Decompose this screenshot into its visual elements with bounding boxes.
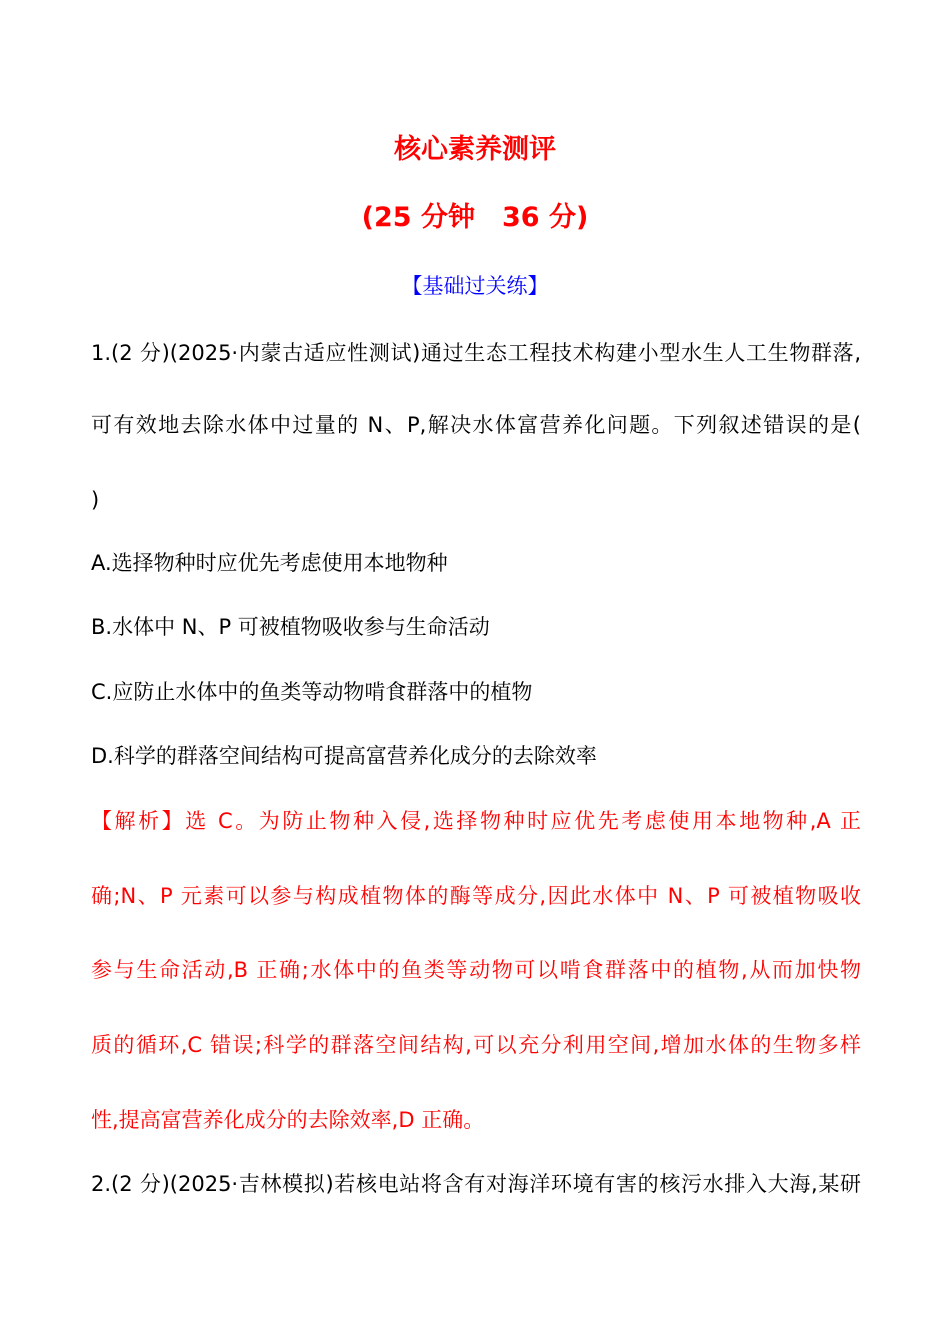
question-1-stem-line-1: 1.(2 分)(2025·内蒙古适应性测试)通过生态工程技术构建小型水生人工生物群落, [91,341,861,365]
section-heading: 【基础过关练】 [401,274,549,298]
question-1-option-c: C.应防止水体中的鱼类等动物啃食群落中的植物 [91,680,533,704]
analysis-line-2: 确;N、P 元素可以参与构成植物体的酶等成分,因此水体中 N、P 可被植物吸收 [91,884,861,908]
analysis-line-1: 【解析】选 C。为防止物种入侵,选择物种时应优先考虑使用本地物种,A 正 [91,809,861,833]
question-1-option-b: B.水体中 N、P 可被植物吸收参与生命活动 [91,615,490,639]
question-2-stem-line-1: 2.(2 分)(2025·吉林模拟)若核电站将含有对海洋环境有害的核污水排入大海,某研 [91,1172,861,1196]
analysis-line-4: 质的循环,C 错误;科学的群落空间结构,可以充分利用空间,增加水体的生物多样 [91,1033,861,1057]
time-score-subtitle: (25 分钟 36 分) [361,202,589,233]
question-1-option-d: D.科学的群落空间结构可提高富营养化成分的去除效率 [91,744,597,768]
page-title: 核心素养测评 [394,134,556,165]
analysis-line-3: 参与生命活动,B 正确;水体中的鱼类等动物可以啃食群落中的植物,从而加快物 [91,958,861,982]
question-1-option-a: A.选择物种时应优先考虑使用本地物种 [91,551,448,575]
question-1-stem-line-3: ) [91,488,100,512]
analysis-line-5: 性,提高富营养化成分的去除效率,D 正确。 [91,1108,485,1132]
question-1-stem-line-2: 可有效地去除水体中过量的 N、P,解决水体富营养化问题。下列叙述错误的是( [91,413,861,437]
